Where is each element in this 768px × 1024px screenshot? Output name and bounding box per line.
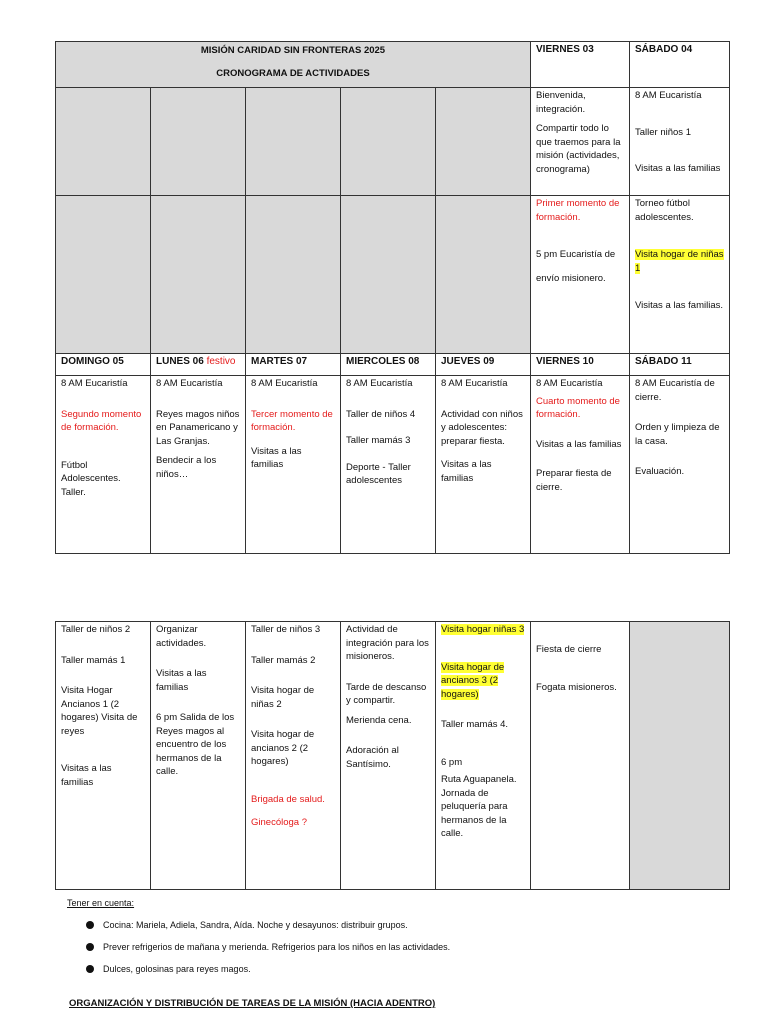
activity: Orden y limpieza de la casa.	[635, 422, 720, 447]
activity: 8 AM Eucaristía	[536, 378, 603, 389]
cell-miercoles-08	[341, 376, 436, 554]
schedule-header	[56, 42, 531, 88]
activity: Visita hogar de ancianos 2 (2 hogares)	[251, 729, 315, 767]
activity: Preparar fiesta de cierre.	[536, 468, 612, 493]
empty-cell	[151, 196, 246, 354]
activity: Taller de niños 2	[61, 624, 131, 635]
activity: 8 AM Eucaristía	[156, 378, 223, 389]
activity: Visitas a las familias	[251, 445, 302, 470]
activity: Visitas a las familias	[441, 459, 492, 484]
notes-section	[67, 896, 450, 976]
day-header-sabado-11: SÁBADO 11	[630, 354, 730, 376]
cell-domingo-05	[56, 376, 151, 554]
cell-lunes-06	[151, 376, 246, 554]
empty-cell	[246, 88, 341, 196]
day-header-martes-07: MARTES 07	[246, 354, 341, 376]
activity: Taller mamás 3	[346, 435, 411, 446]
cell-lunes-06-afternoon	[151, 622, 246, 890]
highlighted-activity: Visita hogar de ancianos 3 (2 hogares)	[441, 661, 505, 700]
activity: 6 pm	[441, 756, 463, 768]
health-brigade: Brigada de salud.	[251, 793, 325, 805]
note-item: Prever refrigerios de mañana y merienda. Refrigerios para los niños en las actividades.	[67, 940, 450, 954]
formation-moment: Tercer momento de formación.	[251, 408, 333, 433]
empty-cell	[246, 196, 341, 354]
activity: Tarde de descanso y compartir.	[346, 681, 427, 706]
activity: Visitas a las familias	[156, 668, 207, 693]
cell-martes-07	[246, 376, 341, 554]
schedule-title: CRONOGRAMA DE ACTIVIDADES	[216, 67, 370, 79]
activity: Visitas a las familias	[536, 438, 622, 450]
activity: Organizar actividades.	[156, 624, 207, 649]
activity: Bendecir a los niños…	[156, 455, 217, 480]
activity: Fiesta de cierre	[536, 644, 602, 655]
activity: Deporte - Taller adolescentes	[346, 461, 411, 486]
activity: 6 pm Salida de los Reyes magos al encuentro de los hermanos de la calle.	[156, 712, 235, 777]
activity: Visitas a las familias	[635, 163, 721, 174]
day-header-domingo-05: DOMINGO 05	[56, 354, 151, 376]
highlighted-activity: Visita hogar de niñas 1	[635, 249, 724, 274]
activity: Fogata misioneros.	[536, 681, 617, 693]
day-header-sabado-04: SÁBADO 04	[630, 42, 730, 88]
activity: 8 AM Eucaristía	[635, 90, 702, 101]
activity: Taller de niños 3	[251, 624, 321, 635]
activity: Compartir todo lo que traemos para la misión (actividades, cronograma)	[536, 123, 621, 175]
activity: 5 pm Eucaristía de	[536, 249, 616, 260]
empty-cell	[436, 196, 531, 354]
cell-domingo-05-afternoon	[56, 622, 151, 890]
activity: Taller niños 1	[635, 126, 691, 138]
empty-cell	[56, 88, 151, 196]
activity: envío misionero.	[536, 272, 606, 284]
activity: Visitas a las familias	[61, 763, 112, 788]
cell-jueves-09-afternoon	[436, 622, 531, 890]
schedule-table-top	[55, 41, 730, 554]
note-item: Dulces, golosinas para reyes magos.	[67, 962, 450, 976]
empty-cell	[151, 88, 246, 196]
empty-cell	[341, 88, 436, 196]
activity: Taller mamás 2	[251, 654, 316, 666]
day-header-viernes-10: VIERNES 10	[531, 354, 630, 376]
activity: 8 AM Eucaristía	[441, 378, 508, 389]
activity: Evaluación.	[635, 466, 685, 477]
mission-title: MISIÓN CARIDAD SIN FRONTERAS 2025	[200, 45, 386, 56]
highlighted-activity: Visita hogar niñas 3	[441, 624, 525, 635]
empty-cell	[56, 196, 151, 354]
activity: Visita Hogar Ancianos 1 (2 hogares) Visita de reyes	[61, 685, 138, 737]
cell-jueves-09	[436, 376, 531, 554]
activity: Taller de niños 4	[346, 408, 416, 420]
activity: Ruta Aguapanela. Jornada de peluquería para hermanos de la calle.	[441, 774, 517, 839]
empty-cell	[630, 622, 730, 890]
day-label: LUNES 06	[156, 356, 204, 367]
cell-sabado-04-afternoon	[630, 196, 730, 354]
schedule-table-bottom	[55, 621, 730, 890]
cell-viernes-03-morning	[531, 88, 630, 196]
cell-viernes-10	[531, 376, 630, 554]
day-header-lunes-06	[151, 354, 246, 376]
section-title: ORGANIZACIÓN Y DISTRIBUCIÓN DE TAREAS DE LA MISIÓN (HACIA ADENTRO)	[69, 998, 436, 1009]
health-brigade-note: Ginecóloga ?	[251, 817, 307, 828]
notes-title: Tener en cuenta:	[67, 898, 135, 908]
formation-moment: Primer momento de formación.	[536, 198, 620, 223]
activity: Visita hogar de niñas 2	[251, 685, 315, 710]
activity: Actividad con niños y adolescentes: preparar fiesta.	[441, 408, 523, 447]
holiday-note: festivo	[206, 356, 236, 367]
day-header-viernes-03: VIERNES 03	[531, 42, 630, 88]
activity: Merienda cena.	[346, 714, 412, 726]
empty-cell	[341, 196, 436, 354]
day-header-miercoles-08: MIERCOLES 08	[341, 354, 436, 376]
activity: Fútbol Adolescentes. Taller.	[61, 459, 121, 498]
formation-moment: Segundo momento de formación.	[61, 408, 142, 433]
cell-viernes-10-afternoon	[531, 622, 630, 890]
activity: 8 AM Eucaristía	[251, 378, 318, 389]
activity: Torneo fútbol adolescentes.	[635, 198, 694, 223]
formation-moment: Cuarto momento de formación.	[536, 395, 620, 420]
activity: Reyes magos niños en Panamericano y Las Granjas.	[156, 408, 240, 447]
activity: Adoración al Santísimo.	[346, 745, 399, 770]
day-header-jueves-09: JUEVES 09	[436, 354, 531, 376]
cell-miercoles-08-afternoon	[341, 622, 436, 890]
note-item: Cocina: Mariela, Adiela, Sandra, Aída. Noche y desayunos: distribuir grupos.	[67, 918, 450, 932]
activity: Taller mamás 4.	[441, 719, 509, 730]
activity: 8 AM Eucaristía	[346, 378, 413, 389]
activity: Taller mamás 1	[61, 654, 126, 666]
cell-sabado-04-morning	[630, 88, 730, 196]
notes-list	[67, 918, 450, 976]
activity: 8 AM Eucaristía	[61, 378, 128, 389]
activity: 8 AM Eucaristía de cierre.	[635, 378, 715, 403]
empty-cell	[436, 88, 531, 196]
cell-viernes-03-afternoon	[531, 196, 630, 354]
cell-martes-07-afternoon	[246, 622, 341, 890]
activity: Visitas a las familias.	[635, 300, 723, 311]
activity: Actividad de integración para los misioneros.	[346, 624, 429, 662]
cell-sabado-11	[630, 376, 730, 554]
activity: Bienvenida, integración.	[536, 90, 586, 115]
